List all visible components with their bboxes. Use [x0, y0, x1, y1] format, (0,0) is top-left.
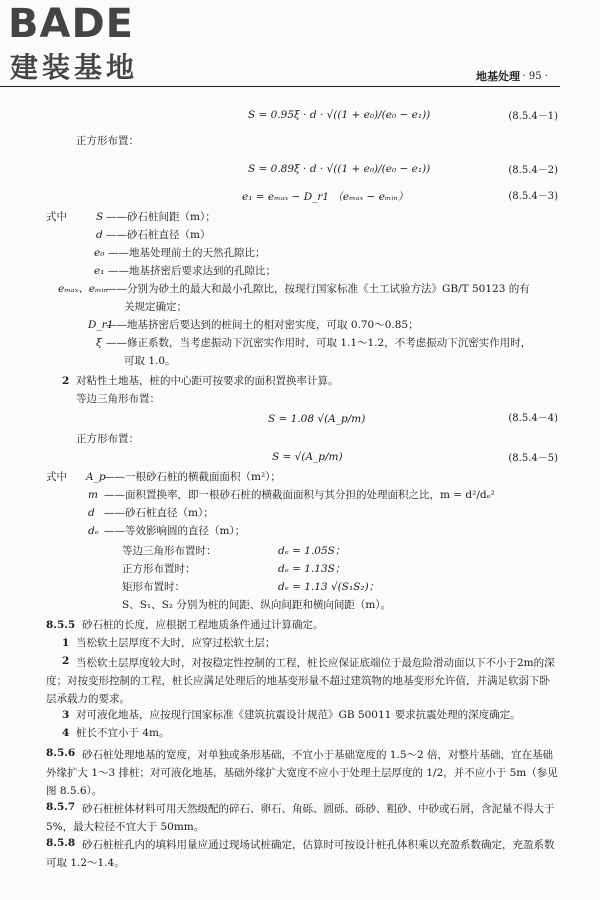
def-symbol: eₘₐₓ、eₘᵢₙ	[58, 283, 108, 295]
def-symbol: ξ	[96, 337, 102, 349]
def-symbol: e₀	[94, 247, 105, 259]
page-number: · 95 ·	[522, 71, 548, 82]
section-text: 砂石桩的长度，应根据工程地质条件通过计算确定。	[82, 619, 324, 631]
def-text: ——地基处理前土的天然孔隙比；	[108, 247, 266, 259]
def-text: ——一根砂石桩的横截面面积（m²）；	[104, 471, 281, 483]
formula-8-5-4-5: S = √(A_p/m)	[272, 451, 343, 463]
section-number: 8.5.6	[46, 747, 76, 759]
def-symbol: m	[88, 489, 98, 501]
running-header-title: 地基处理	[476, 70, 520, 83]
triangle-layout-label: 等边三角形布置：	[76, 393, 160, 405]
def-symbol: D_r1	[88, 319, 114, 331]
item-text: 当松软土层厚度不大时，应穿过松软土层；	[76, 637, 276, 649]
item-number: 2	[62, 375, 70, 387]
def-text: ——等效影响圆的直径（m）；	[104, 525, 246, 537]
where-label: 式中	[46, 211, 67, 223]
formula-8-5-4-2: S = 0.89ξ · d · √((1 + e₀)/(e₀ − e₁))	[248, 163, 431, 175]
formula-number: (8.5.4－4)	[508, 413, 558, 424]
item-number: 3	[62, 709, 70, 721]
def-symbol: d	[96, 229, 103, 241]
section-number: 8.5.7	[46, 801, 76, 813]
def-symbol: d	[88, 507, 95, 519]
logo-wordmark: BADE	[8, 1, 134, 47]
formula-number: (8.5.4－1)	[508, 111, 558, 122]
def-text: ——地基挤密后要达到的桩间土的相对密实度，可取 0.70～0.85；	[106, 319, 419, 331]
def-symbol: A_p	[86, 471, 106, 483]
de-row-value: dₑ = 1.13S；	[278, 563, 346, 575]
formula-8-5-4-1: S = 0.95ξ · d · √((1 + e₀)/(e₀ − e₁))	[248, 109, 431, 121]
item-text: 对粘性土地基，桩的中心距可按要求的面积置换率计算。	[76, 375, 339, 387]
formula-8-5-4-4: S = 1.08 √(A_p/m)	[268, 413, 366, 425]
def-symbol: dₑ	[88, 525, 99, 537]
de-row-label: 正方形布置时：	[122, 563, 196, 575]
def-text: ——面积置换率，即一根砂石桩的横截面面积与其分担的处理面积之比，m = d²/dₑ²	[104, 489, 495, 501]
header-rule	[0, 86, 560, 87]
def-text: 关规定确定；	[124, 301, 187, 313]
formula-number: (8.5.4－3)	[508, 191, 558, 202]
item-text: 对可液化地基，应按现行国家标准《建筑抗震设计规范》GB 50011 要求抗震处理的深度确定。	[76, 709, 521, 721]
def-text: ——地基挤密后要求达到的孔隙比；	[108, 265, 276, 277]
item-number: 1	[62, 637, 70, 649]
def-text: ——修正系数，当考虑振动下沉密实作用时，可取 1.1～1.2，不考虑振动下沉密实作用时，	[106, 337, 532, 349]
def-text: ——砂石桩直径（m）；	[104, 507, 214, 519]
section-number: 8.5.8	[46, 837, 76, 849]
where-label: 式中	[46, 471, 67, 483]
item-text: 桩长不宜小于 4m。	[76, 727, 170, 739]
def-text: ——砂石桩直径（m）	[106, 229, 211, 241]
def-symbol: S	[96, 211, 104, 223]
square-layout-label: 正方形布置：	[76, 135, 139, 147]
square-layout-label: 正方形布置：	[76, 433, 139, 445]
formula-number: (8.5.4－2)	[508, 165, 558, 176]
item-text: 当松软土层厚度较大时，对按稳定性控制的工程，桩长应保证底端位于最危险滑动面以下不小于2m的深度；对按变形控制的工程，桩长应满足处理后的地基变形量不超过建筑物的地基变形允许值，并满足软弱下卧层承载力的要求。	[46, 657, 555, 705]
def-text: ——分别为砂土的最大和最小孔隙比，按现行国家标准《土工试验方法》GB/T 50123 的有	[106, 283, 530, 295]
formula-8-5-4-3: e₁ = eₘₐₓ − D_r1 （eₘₐₓ − eₘᵢₙ）	[242, 191, 409, 203]
de-row-label: 等边三角形布置时：	[122, 545, 217, 557]
de-row-label: 矩形布置时：	[122, 581, 185, 593]
item-number: 2	[62, 655, 70, 667]
item-number: 4	[62, 727, 70, 739]
formula-number: (8.5.4－5)	[508, 453, 558, 464]
def-text: ——砂石桩间距（m）；	[106, 211, 216, 223]
section-text: 砂石桩桩孔内的填料用量应通过现场试桩确定，估算时可按设计桩孔体积乘以充盈系数确定，充盈系数可取 1.2～1.4。	[46, 839, 555, 869]
logo-subtitle: 建装基地	[10, 51, 139, 84]
spacing-note: S、S₁、S₂ 分别为桩的间距、纵向间距和横向间距（m）。	[122, 599, 392, 611]
def-text: 可取 1.0。	[124, 355, 176, 367]
section-text: 砂石桩处理地基的宽度，对单独或条形基础，不宜小于基础宽度的 1.5～2 倍，对整片基础，宜在基础外缘扩大 1～3 排桩；对可液化地基，基础外缘扩大宽度不应小于处理土层厚度的 1/2，并不应小于 5m（参见图 8.5.6）。	[46, 749, 558, 797]
section-number: 8.5.5	[46, 619, 76, 631]
de-row-value: dₑ = 1.05S；	[278, 545, 346, 557]
section-text: 砂石桩桩体材料可用天然级配的碎石、卵石、角砾、圆砾、砾砂、粗砂、中砂或石屑，含泥量不得大于 5%，最大粒径不宜大于 50mm。	[46, 803, 555, 833]
de-row-value: dₑ = 1.13 √(S₁S₂)；	[278, 581, 380, 593]
def-symbol: e₁	[94, 265, 105, 277]
